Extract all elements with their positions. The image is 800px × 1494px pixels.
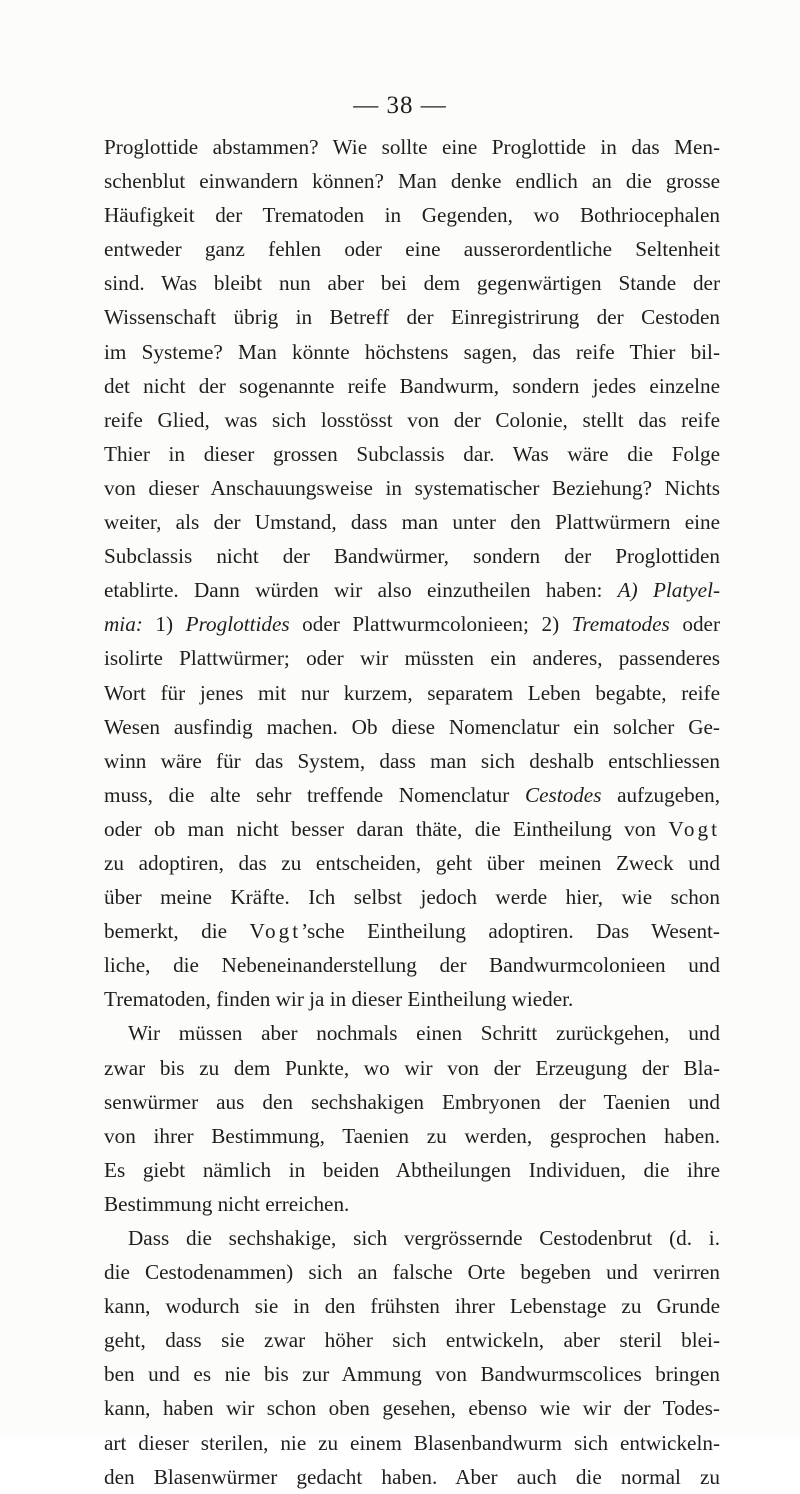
text-line: senwürmer aus den sechshakigen Embryonen der Taenien und: [104, 1089, 720, 1114]
text-line: entweder ganz fehlen oder eine ausserordentliche Seltenheit: [104, 237, 720, 262]
text-segment: aufzugeben,: [617, 782, 720, 807]
text-segment: bemerkt, die: [104, 919, 228, 944]
text-line: zwar bis zu dem Punkte, wo wir von der Erzeugung der Bla-: [104, 1055, 720, 1080]
text-segment: oder ob man nicht besser daran thäte, die Eintheilung von: [104, 816, 656, 841]
text-line: Wort für jenes mit nur kurzem, separatem Leben begabte, reife: [104, 680, 720, 705]
text-line: Wesen ausfindig machen. Ob diese Nomenclatur ein solcher Ge-: [104, 714, 720, 739]
italic-term: Proglottides: [185, 612, 290, 637]
text-line: Bestimmung nicht erreichen.: [104, 1191, 350, 1216]
text-line: Thier in dieser grossen Subclassis dar. Was wäre die Folge: [104, 441, 720, 466]
text-line: von ihrer Bestimmung, Taenien zu werden, gesprochen haben.: [104, 1123, 720, 1148]
text-segment: oder: [682, 612, 721, 637]
italic-term: A) Platyel-: [617, 578, 721, 603]
text-line: Es giebt nämlich in beiden Abtheilungen Individuen, die ihre: [104, 1157, 720, 1182]
text-line: [104, 812, 720, 846]
author-name: Vogt: [249, 919, 302, 944]
text-line: liche, die Nebeneinanderstellung der Bandwurmcolonieen und: [104, 953, 720, 978]
text-segment: 1): [155, 612, 174, 637]
text-line: Trematoden, finden wir ja in dieser Eintheilung wieder.: [104, 987, 574, 1012]
text-line: kann, haben wir schon oben gesehen, ebenso wie wir der Todes-: [104, 1396, 720, 1421]
text-segment: muss, die alte sehr treffende Nomenclatur: [104, 782, 510, 807]
text-line: Wir müssen aber nochmals einen Schritt zurückgehen, und: [128, 1021, 720, 1046]
text-line: Häufigkeit der Trematoden in Gegenden, wo Bothriocephalen: [104, 203, 720, 228]
text-line: im Systeme? Man könnte höchstens sagen, das reife Thier bil-: [104, 339, 720, 364]
text-line: [104, 914, 720, 948]
text-segment: 2): [541, 612, 560, 637]
italic-term: Trematodes: [571, 612, 670, 637]
text-line: zu adoptiren, das zu entscheiden, geht über meinen Zweck und: [104, 850, 720, 875]
body-text: [104, 130, 720, 1494]
text-line: isolirte Plattwürmer; oder wir müssten ein anderes, passenderes: [104, 646, 720, 671]
text-line: die Cestodenammen) sich an falsche Orte begeben und verirren: [104, 1260, 720, 1285]
page-number: — 38 —: [353, 92, 447, 119]
text-line: Proglottide abstammen? Wie sollte eine Proglottide in das Men-: [104, 135, 720, 159]
text-line: [104, 607, 720, 641]
text-line: [104, 778, 720, 812]
text-line: ben und es nie bis zur Ammung von Bandwurmscolices bringen: [104, 1362, 720, 1387]
text-segment: ’sche Eintheilung adoptiren. Das Wesent-: [301, 919, 720, 944]
text-line: Dass die sechshakige, sich vergrössernde Cestodenbrut (d. i.: [128, 1226, 720, 1250]
text-line: den Blasenwürmer gedacht haben. Aber auch die normal zu: [104, 1464, 720, 1489]
text-segment: etablirte. Dann würden wir also einzutheilen haben:: [104, 578, 603, 603]
text-segment: oder Plattwurmcolonieen;: [302, 612, 529, 637]
text-line: schenblut einwandern können? Man denke endlich an die grosse: [104, 169, 720, 194]
italic-term: Cestodes: [524, 782, 602, 807]
author-name: Vogt: [668, 816, 720, 841]
text-line: sind. Was bleibt nun aber bei dem gegenwärtigen Stande der: [104, 271, 720, 296]
text-line: weiter, als der Umstand, dass man unter den Plattwürmern eine: [104, 510, 720, 535]
text-line: kann, wodurch sie in den frühsten ihrer Lebenstage zu Grunde: [104, 1294, 720, 1319]
text-line: Subclassis nicht der Bandwürmer, sondern der Proglottiden: [104, 544, 720, 569]
text-line: det nicht der sogenannte reife Bandwurm, sondern jedes einzelne: [104, 373, 720, 398]
text-line: art dieser sterilen, nie zu einem Blasenbandwurm sich entwickeln-: [104, 1430, 720, 1455]
text-line: Wissenschaft übrig in Betreff der Einregistrirung der Cestoden: [104, 305, 720, 330]
text-line: geht, dass sie zwar höher sich entwickeln, aber steril blei-: [104, 1328, 720, 1353]
text-line: von dieser Anschauungsweise in systematischer Beziehung? Nichts: [104, 475, 720, 500]
text-line: [104, 573, 720, 607]
text-line: winn wäre für das System, dass man sich deshalb entschliessen: [104, 748, 720, 773]
italic-term: mia:: [104, 612, 143, 637]
text-line: reife Glied, was sich losstösst von der Colonie, stellt das reife: [104, 407, 720, 432]
text-line: über meine Kräfte. Ich selbst jedoch werde hier, wie schon: [104, 885, 720, 910]
